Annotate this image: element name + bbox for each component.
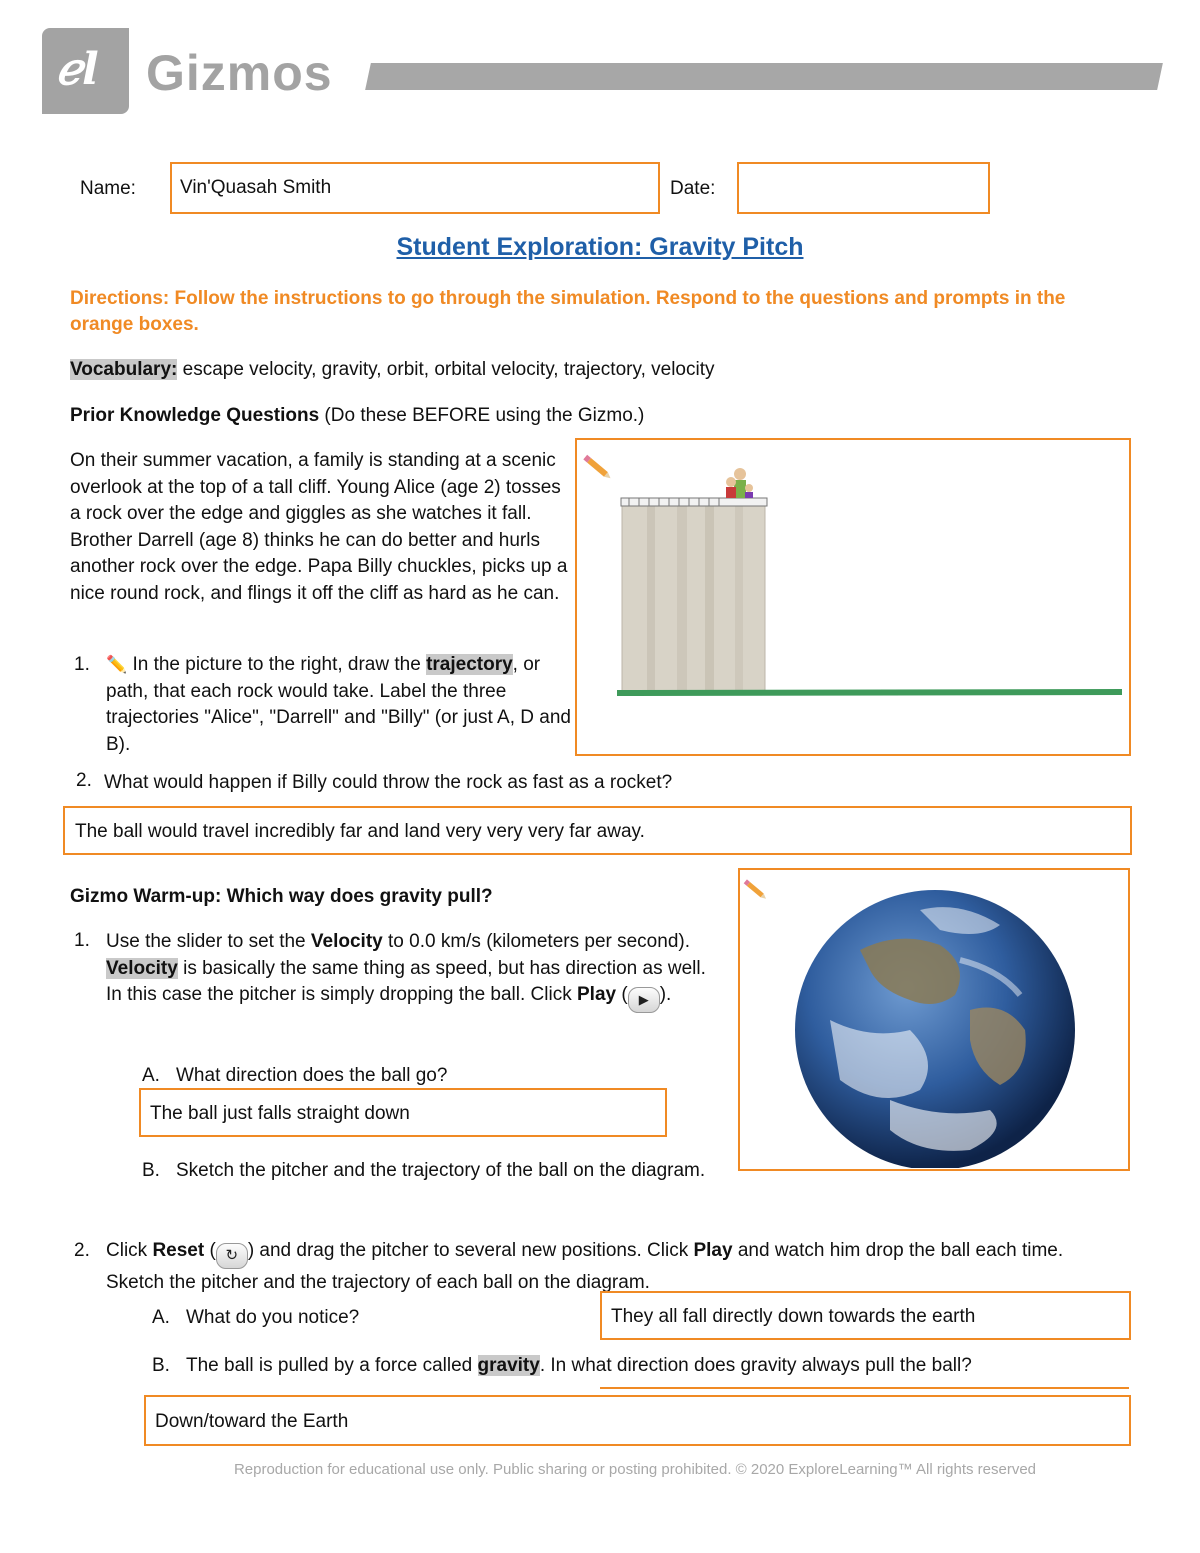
pencil-icon: ✏️ — [106, 655, 128, 674]
name-field[interactable] — [170, 162, 660, 214]
name-value: Vin'Quasah Smith — [180, 177, 332, 198]
warmup-q2-a-text: What do you notice? — [186, 1307, 360, 1328]
prior-heading-title: Prior Knowledge Questions — [70, 405, 320, 426]
vocabulary-label: Vocabulary: — [70, 359, 178, 380]
warmup-q1-a-answer: The ball just falls straight down — [150, 1103, 410, 1124]
warmup-heading: Gizmo Warm-up: Which way does gravity pull? — [70, 886, 493, 907]
play-icon: ▶ — [628, 987, 660, 1013]
divider-line — [600, 1387, 1129, 1389]
page-title: Student Exploration: Gravity Pitch — [396, 233, 804, 261]
warmup-q1-a-text: What direction does the ball go? — [176, 1065, 448, 1086]
prior-q2-answer: The ball would travel incredibly far and land very very very far away. — [75, 821, 645, 842]
warmup-q2-b-answer: Down/toward the Earth — [155, 1411, 349, 1432]
warmup-q1-b-label: B. — [142, 1160, 160, 1181]
warmup-q1-a-answer-box[interactable] — [139, 1088, 667, 1137]
prior-q1-number: 1. — [74, 654, 90, 675]
warmup-q2-a-answer: They all fall directly down towards the earth — [611, 1306, 976, 1327]
pencil-icon — [744, 879, 768, 900]
cliff-drawing-area[interactable] — [575, 438, 1131, 756]
warmup-q2-b-label: B. — [152, 1355, 170, 1376]
vocabulary — [70, 357, 714, 383]
warmup-q1-text: Use the slider to set the Velocity to 0.0 km/s (kilometers per second). Velocity is basically the same thing as speed, but has direction as well. In this case the pitcher is simply dropping the ball. Click Play ( ▶ ). — [106, 929, 718, 1013]
prior-q2-number: 2. — [76, 770, 92, 791]
vocabulary-list: escape velocity, gravity, orbit, orbital velocity, trajectory, velocity — [177, 359, 715, 380]
prior-heading-note: (Do these BEFORE using the Gizmo.) — [319, 405, 645, 426]
date-field[interactable] — [737, 162, 990, 214]
footer-notice: Reproduction for educational use only. Public sharing or posting prohibited. © 2020 ExploreLearning™ All rights reserved — [233, 1461, 1037, 1478]
reset-icon: ↻ — [216, 1243, 248, 1269]
earth-drawing-area[interactable] — [738, 868, 1130, 1171]
name-label: Name: — [80, 178, 136, 199]
warmup-q2-b-answer-box[interactable] — [144, 1395, 1131, 1446]
warmup-q1-number: 1. — [74, 930, 90, 951]
warmup-q1-a-label: A. — [142, 1065, 160, 1086]
warmup-q2-b-text: The ball is pulled by a force called gravity. In what direction does gravity always pull the ball? — [186, 1355, 972, 1376]
prior-q2-answer-box[interactable] — [63, 806, 1132, 855]
prior-story: On their summer vacation, a family is standing at a scenic overlook at the top of a tall cliff. Young Alice (age 2) tosses a rock over the edge and giggles as she watches it fall. Brother Darrell (age 8) thinks he can do better and hurls another rock over the edge. Papa Billy chuckles, picks up a nice round rock, and flings it off the cliff as hard as he can. — [70, 450, 568, 604]
velocity-term: Velocity — [106, 957, 178, 979]
brand-title: Gizmos — [146, 45, 333, 101]
prior-q1-text: ✏️ In the picture to the right, draw the trajectory, or path, that each rock would take. Label the three trajectories "Alice", "Darrell" and "Billy" (or just A, D and B). — [106, 654, 571, 755]
gravity-term: gravity — [477, 1355, 540, 1376]
warmup-q2-text: Click Reset ( ↻ ) and drag the pitcher to several new positions. Click Play and watch him drop the ball each time. Sketch the pitcher and the trajectory of each ball on the diagram. — [106, 1240, 1064, 1293]
earth-image — [740, 870, 1127, 1168]
pencil-icon — [583, 455, 612, 481]
warmup-q1-b-text: Sketch the pitcher and the trajectory of the ball on the diagram. — [176, 1160, 706, 1181]
warmup-q2-a-label: A. — [152, 1307, 170, 1328]
logo-glyph: ℯl — [56, 44, 99, 95]
prior-heading — [70, 403, 644, 429]
cliff-image — [577, 440, 1128, 753]
directions: Directions: Follow the instructions to go through the simulation. Respond to the questions and prompts in the orange boxes. — [70, 288, 1066, 335]
trajectory-term: trajectory — [426, 654, 513, 675]
prior-q2-text: What would happen if Billy could throw the rock as fast as a rocket? — [104, 772, 673, 793]
header-bar — [365, 63, 1163, 90]
date-label: Date: — [670, 178, 716, 199]
warmup-q2-number: 2. — [74, 1240, 90, 1261]
warmup-q2-a-answer-box[interactable] — [600, 1291, 1131, 1340]
logo-badge — [42, 28, 129, 114]
